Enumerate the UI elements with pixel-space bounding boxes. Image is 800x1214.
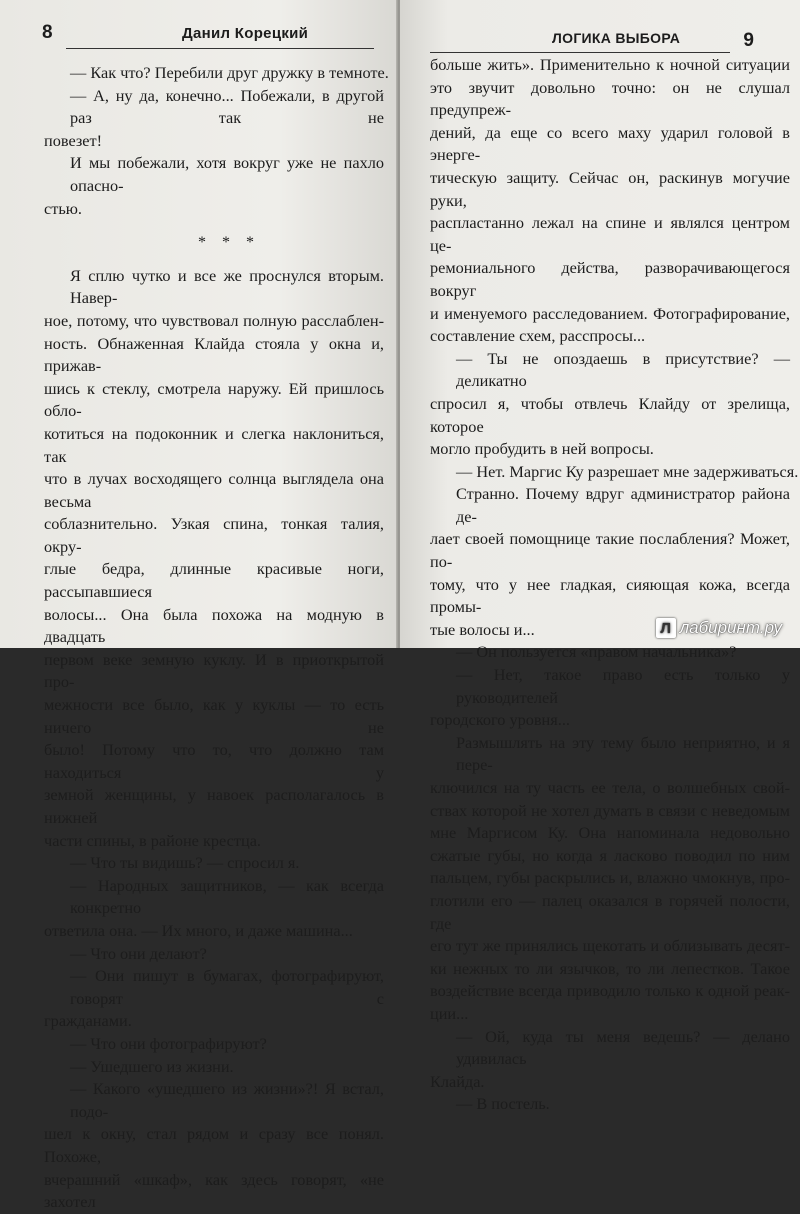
text-line: — В постель. <box>456 1094 550 1114</box>
text-line: ключился на ту часть ее тела, о волшебных свой- <box>430 778 790 797</box>
text-line: соблазнительно. Узкая спина, тонкая талия, окру- <box>44 514 384 556</box>
right-page-text <box>430 54 799 1116</box>
text-line: — Нет. Маргис Ку разрешает мне задерживаться. <box>456 461 799 481</box>
text-line: пальцем, губы раскрылись и, влажно чмокнув, про- <box>430 868 790 888</box>
text-line: — Нет, такое право есть только у руководителей <box>456 665 790 707</box>
text-line: повезет! <box>44 130 103 150</box>
text-line: гражданами. <box>44 1011 132 1031</box>
text-line: составление схем, расспросы... <box>430 326 646 346</box>
text-line: его тут же принялись щекотать и облизывать десят- <box>430 936 790 956</box>
text-line: тому, что у нее гладкая, сияющая кожа, всегда промы- <box>430 574 790 617</box>
running-head: ЛОГИКА ВЫБОРА <box>552 30 681 46</box>
text-line: земной женщины, у навоек располагалось в нижней <box>44 785 384 827</box>
text-line: шись к стеклу, смотрела наружу. Ей пришлось обло- <box>44 378 384 421</box>
text-line: тые волосы и... <box>430 619 535 639</box>
text-line: ствах которой не хотел думать в связи с неведомым <box>430 800 790 820</box>
text-line: распластанно лежал на спине и являлся центром це- <box>430 213 790 255</box>
text-line: шел к окну, стал рядом и сразу все понял. Похоже, <box>44 1124 384 1166</box>
text-line: что в лучах восходящего солнца выглядела она весьма <box>44 469 384 511</box>
paragraph-block <box>44 62 389 220</box>
header-rule <box>430 52 730 53</box>
text-line: И мы побежали, хотя вокруг уже не пахло опасно- <box>70 153 384 195</box>
header-rule <box>66 48 374 49</box>
text-line: котиться на подоконник и слегка наклониться, так <box>44 423 384 466</box>
page-number: 9 <box>743 30 754 51</box>
text-line: мне Маргисом Ку. Она напоминала недовольно <box>430 823 790 843</box>
text-line: больше жить». Применительно к ночной ситуации <box>430 55 790 74</box>
text-line: — Что они делают? <box>70 943 207 963</box>
text-line: части спины, в районе крестца. <box>44 830 262 850</box>
text-line: глые бедра, длинные красивые ноги, рассыпавшиеся <box>44 559 384 602</box>
text-line: — Какого «ушедшего из жизни»?! Я встал, подо- <box>70 1079 384 1121</box>
left-page-header <box>20 22 384 50</box>
text-line: Клайда. <box>430 1071 485 1091</box>
page-number: 8 <box>42 22 53 43</box>
text-line: сжатые губы, но когда я ласково поводил по ним <box>430 845 790 865</box>
text-line: — Ой, куда ты меня ведешь? — делано удивилась <box>456 1026 790 1069</box>
text-line: ность. Обнаженная Клайда стояла у окна и, прижав- <box>44 333 384 376</box>
text-line: ции... <box>430 1003 469 1023</box>
watermark <box>656 618 782 638</box>
paragraph-block <box>430 54 799 1116</box>
text-line: дений, да еще со всего маху ударил головой в энерге- <box>430 122 790 165</box>
text-line: — Ушедшего из жизни. <box>70 1056 234 1076</box>
left-page <box>0 0 398 1212</box>
text-line: воздействие всегда приводило только к одной реак- <box>430 981 790 1001</box>
right-page-header <box>430 22 790 50</box>
text-line: — Что они фотографируют? <box>70 1033 267 1053</box>
paragraph-block <box>44 265 384 1214</box>
text-line: городского уровня... <box>430 710 570 730</box>
text-line: Размышлять на эту тему было неприятно, и я пере- <box>456 732 790 775</box>
text-line: — Он пользуется «правом начальника»? <box>456 642 737 662</box>
text-line: это звучит довольно точно: он не слушал предупреж- <box>430 77 790 120</box>
text-line: вчерашний «шкаф», как здесь говорят, «не захотел <box>44 1169 384 1212</box>
text-line: волосы... Она была похожа на модную в двадцать <box>44 604 384 647</box>
watermark-text: лабиринт.ру <box>679 618 782 637</box>
text-line: ное, потому, что чувствовал полную расслаблен- <box>44 310 384 330</box>
text-line: могло пробудить в ней вопросы. <box>430 439 654 459</box>
labirint-logo-icon: Л <box>656 618 676 638</box>
text-line: тическую защиту. Сейчас он, раскинув могучие руки, <box>430 167 790 210</box>
text-line: спросил я, чтобы отвлечь Клайду от зрелища, которое <box>430 393 790 436</box>
text-line: — Что ты видишь? — спросил я. <box>70 853 300 873</box>
text-line: первом веке земную куклу. И в приоткрытой про- <box>44 649 384 692</box>
text-line: стью. <box>44 198 83 218</box>
text-line: и именуемого расследованием. Фотографирование, <box>430 303 790 323</box>
text-line: — Как что? Перебили друг дружку в темноте. <box>70 63 389 82</box>
text-line: межности все было, как у куклы — то есть ничего не <box>44 695 384 737</box>
text-line: — Ты не опоздаешь в присутствие? — деликатно <box>456 348 790 391</box>
text-line: глотили его — палец оказался в горячей полости, где <box>430 890 790 933</box>
text-line: ответила она. — Их много, и даже машина... <box>44 920 353 940</box>
text-line: Странно. Почему вдруг администратор района де- <box>456 484 790 526</box>
section-separator: * * * <box>198 234 260 252</box>
text-line: ремониального действа, разворачивающегося вокруг <box>430 258 790 300</box>
running-head: Данил Корецкий <box>182 25 309 42</box>
text-line: — А, ну да, конечно... Побежали, в другой раз так не <box>70 85 384 128</box>
text-line: лает своей помощнице такие послабления? Может, по- <box>430 529 790 572</box>
right-page <box>400 0 800 1114</box>
text-line: — Народных защитников, — как всегда конкретно <box>70 875 384 918</box>
text-line: Я сплю чутко и все же проснулся вторым. Навер- <box>70 265 384 308</box>
text-line: ки нежных то ли язычков, то ли лепестков. Такое <box>430 958 790 978</box>
text-line: было! Потому что то, что должно там находиться у <box>44 740 384 782</box>
text-line: — Они пишут в бумагах, фотографируют, говорят с <box>70 966 384 1008</box>
left-page-text <box>20 62 389 1214</box>
